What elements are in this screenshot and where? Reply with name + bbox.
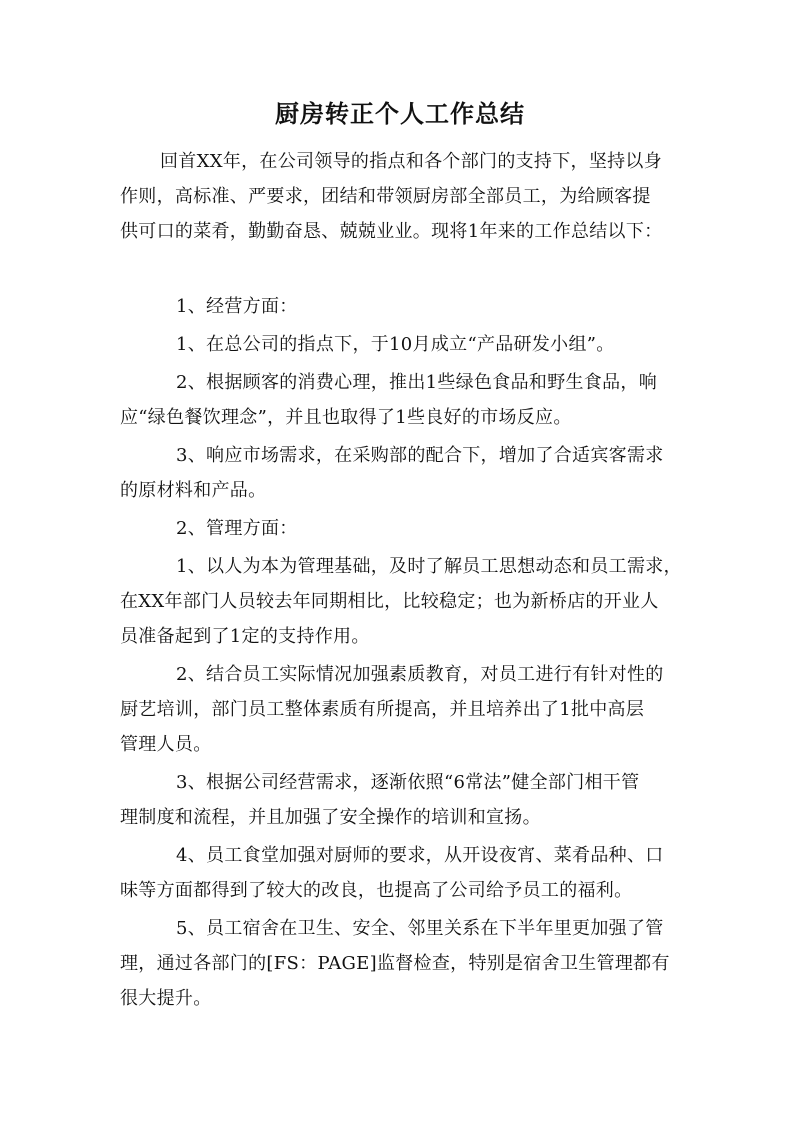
text-line: 管理人员。 [120,734,212,755]
text-line: 厨艺培训，部门员工整体素质有所提高，并且培养出了1批中高层 [120,699,645,720]
text-line: 5、员工宿舍在卫生、安全、邻里关系在下半年里更加强了管 [176,918,664,939]
text-line: 2、根据顾客的消费心理，推出1些绿色食品和野生食品，响 [176,372,658,393]
section-heading: 2、管理方面： [176,518,298,539]
text-line: 2、结合员工实际情况加强素质教育，对员工进行有针对性的 [176,664,664,685]
text-line: 作则，高标准、严要求，团结和带领厨房部全部员工，为给顾客提 [120,186,651,207]
text-line: 员准备起到了1定的支持作用。 [120,626,370,647]
text-line: 3、响应市场需求，在采购部的配合下，增加了合适宾客需求 [176,445,664,466]
text-line: 应“绿色餐饮理念”，并且也取得了1些良好的市场反应。 [120,407,572,428]
text-line: 回首XX年，在公司领导的指点和各个部门的支持下，坚持以身 [160,151,663,172]
text-line: 1、以人为本为管理基础，及时了解员工思想动态和员工需求， [176,556,682,577]
text-line: 4、员工食堂加强对厨师的要求，从开设夜宵、菜肴品种、口 [176,845,664,866]
section-heading: 1、经营方面： [176,296,298,317]
text-line: 很大提升。 [120,988,212,1009]
text-line: 理制度和流程，并且加强了安全操作的培训和宣扬。 [120,807,541,828]
text-line: 理，通过各部门的[FS：PAGE]监督检查，特别是宿舍卫生管理都有 [120,953,670,974]
text-line: 在XX年部门人员较去年同期相比，比较稳定；也为新桥店的开业人 [120,591,659,612]
text-line: 3、根据公司经营需求，逐渐依照“6常法”健全部门相干管 [176,772,640,793]
document-title: 厨房转正个人工作总结 [275,99,525,128]
text-line: 供可口的菜肴，勤勤奋恳、兢兢业业。现将1年来的工作总结以下： [120,221,663,242]
text-line: 的原材料和产品。 [120,480,267,501]
text-line: 1、在总公司的指点下，于10月成立“产品研发小组”。 [176,334,615,355]
text-line: 味等方面都得到了较大的改良，也提高了公司给予员工的福利。 [120,880,633,901]
